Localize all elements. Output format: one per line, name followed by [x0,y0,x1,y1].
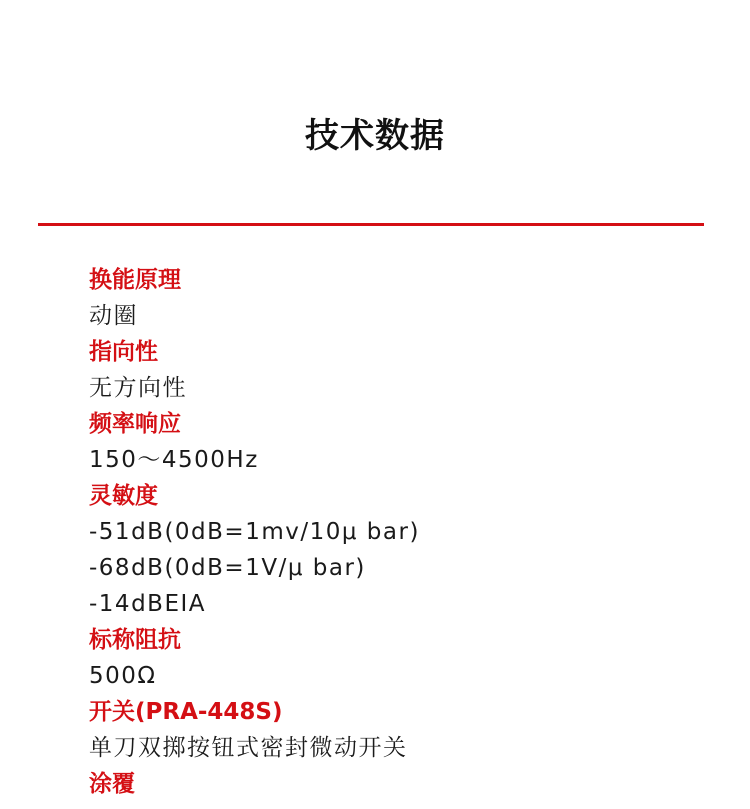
title-divider [38,223,704,226]
page-title: 技术数据 [305,116,445,156]
spec-list [89,262,709,802]
spec-heading-polar-pattern: 指向性 [89,339,158,365]
spec-value-polar-pattern: 无方向性 [89,375,187,401]
spec-heading-transduction: 换能原理 [89,267,181,293]
spec-heading-switch: 开关(PRA-448S) [89,699,283,725]
spec-value-impedance: 500Ω [89,663,157,689]
spec-value-switch: 单刀双掷按钮式密封微动开关 [89,735,408,761]
spec-value-sensitivity-1: -51dB(0dB=1mv/10μ bar) [89,519,420,545]
spec-value-transduction: 动圈 [89,303,138,329]
spec-heading-frequency-response: 频率响应 [89,411,181,437]
spec-value-sensitivity-3: -14dBEIA [89,591,206,617]
spec-heading-coating: 涂覆 [89,771,135,797]
spec-value-sensitivity-2: -68dB(0dB=1V/μ bar) [89,555,366,581]
spec-heading-sensitivity: 灵敏度 [89,483,158,509]
spec-heading-impedance: 标称阻抗 [89,627,181,653]
spec-value-frequency-response: 150～4500Hz [89,447,259,473]
